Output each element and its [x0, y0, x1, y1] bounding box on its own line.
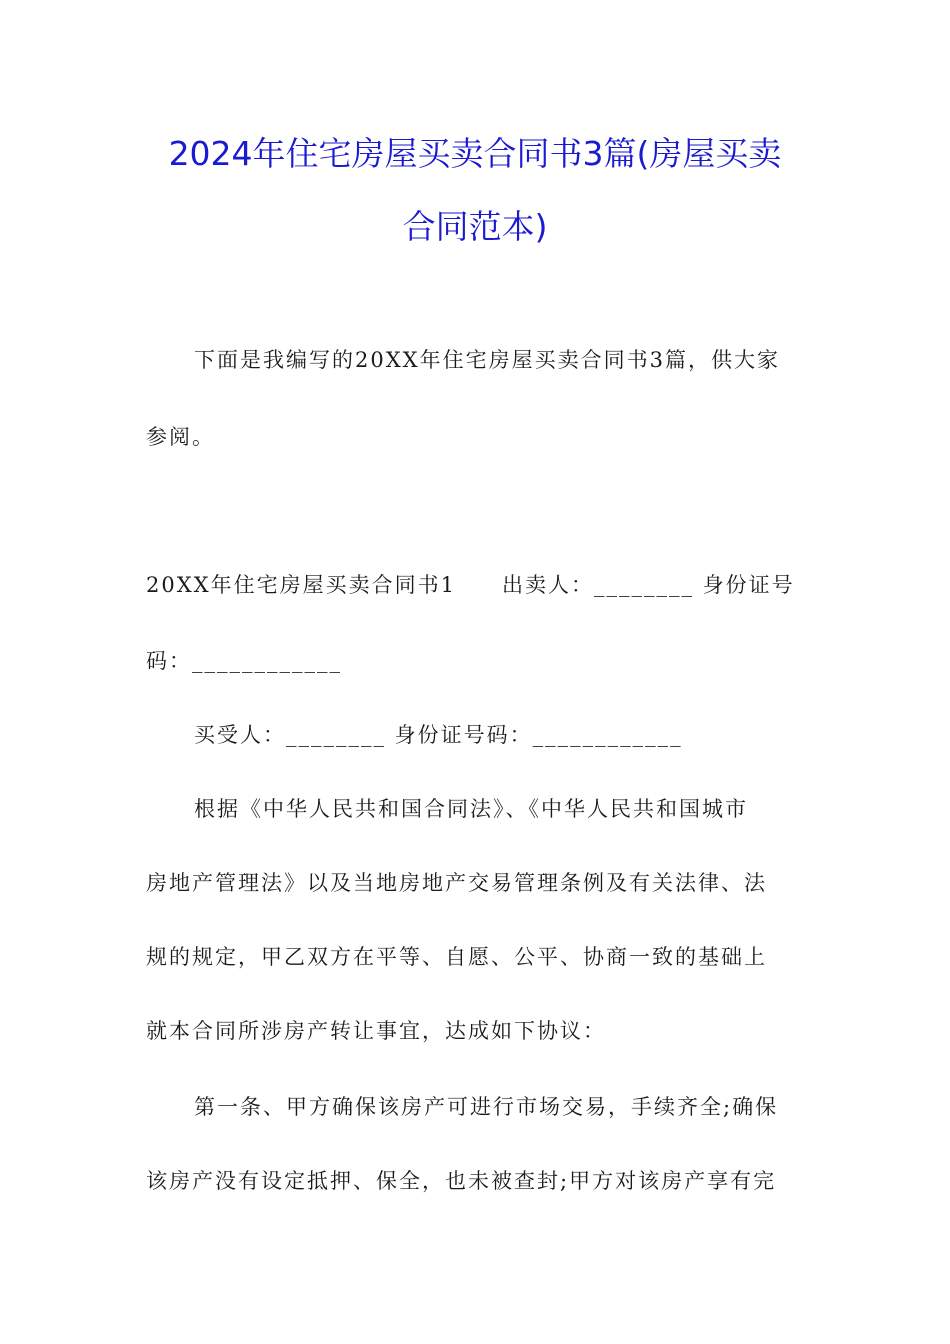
seller-id-line: 码：____________: [146, 649, 342, 673]
legal-basis-line-2: 房地产管理法》以及当地房地产交易管理条例及有关法律、法: [146, 871, 767, 895]
document-title-line-2: 合同范本): [402, 207, 548, 246]
contract-heading-line: 20XX年住宅房屋买卖合同书1 出卖人：________ 身份证号: [146, 573, 795, 597]
legal-basis-line-3: 规的规定，甲乙双方在平等、自愿、公平、协商一致的基础上: [146, 945, 767, 969]
legal-basis-line-1: 根据《中华人民共和国合同法》、《中华人民共和国城市: [194, 797, 748, 821]
buyer-line: 买受人：________ 身份证号码：____________: [194, 723, 683, 747]
intro-paragraph-line-2: 参阅。: [146, 425, 215, 449]
article-1-line-1: 第一条、甲方确保该房产可进行市场交易，手续齐全;确保: [194, 1095, 779, 1119]
legal-basis-line-4: 就本合同所涉房产转让事宜，达成如下协议：: [146, 1019, 606, 1043]
intro-paragraph-line-1: 下面是我编写的20XX年住宅房屋买卖合同书3篇，供大家: [194, 348, 780, 372]
article-1-line-2: 该房产没有设定抵押、保全，也未被查封;甲方对该房产享有完: [146, 1169, 777, 1193]
document-title-line-1: 2024年住宅房屋买卖合同书3篇(房屋买卖: [168, 134, 782, 173]
